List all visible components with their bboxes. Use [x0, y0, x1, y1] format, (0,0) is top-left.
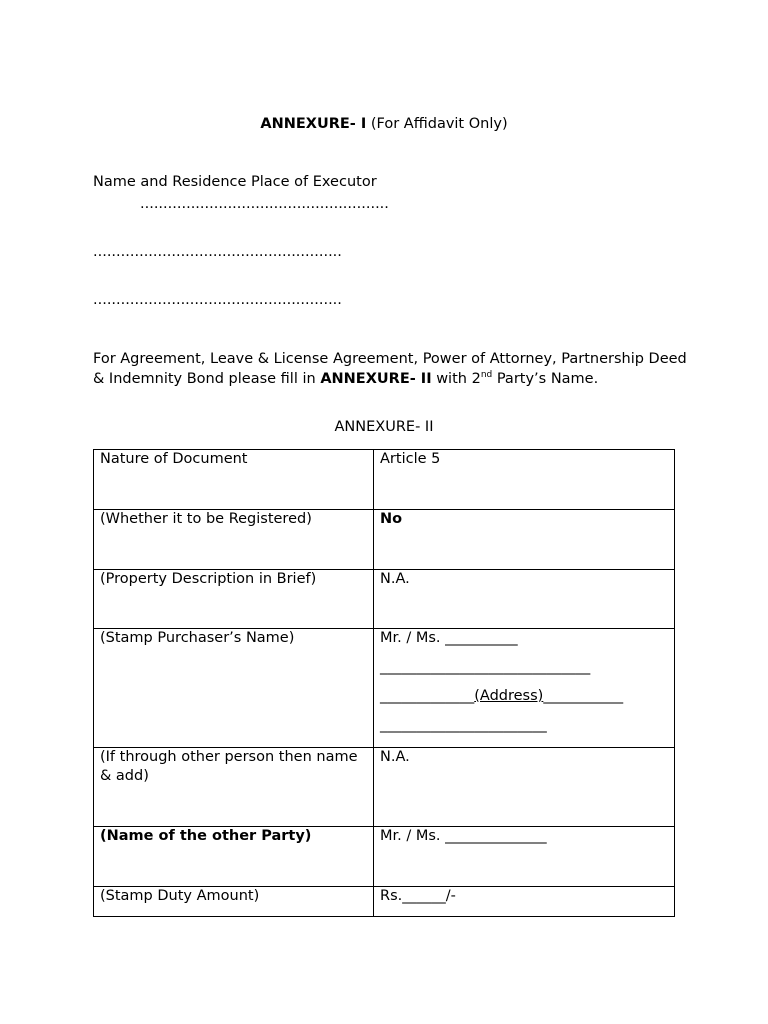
row-label: Nature of Document	[94, 450, 374, 510]
registered-value: No	[380, 511, 403, 527]
table-row	[94, 827, 675, 887]
table-row	[94, 450, 675, 510]
table-row	[94, 748, 675, 827]
instruction-bold: ANNEXURE- II	[320, 371, 432, 387]
table-row	[94, 510, 675, 570]
annexure-1-heading	[0, 116, 768, 132]
row-value: Rs.______/-	[374, 887, 675, 917]
address-label: (Address)	[474, 688, 544, 704]
row-value: Article 5	[374, 450, 675, 510]
executor-dots-line-2: ......................................................	[93, 244, 342, 260]
table-row	[94, 570, 675, 629]
row-value	[374, 629, 675, 748]
annexure-2-table	[93, 449, 675, 917]
row-label: (If through other person then name & add)	[94, 748, 374, 827]
instruction-text-start: For Agreement, Leave & License Agreement, Power of Attorney, Partnership Deed & Indemnity Bond please fill in	[93, 351, 687, 387]
purchaser-name-line: Mr. / Ms. __________	[380, 630, 518, 646]
purchaser-blank-line: _____________________________	[380, 659, 591, 675]
row-label: (Property Description in Brief)	[94, 570, 374, 629]
row-label: (Stamp Duty Amount)	[94, 887, 374, 917]
instruction-text-end: Party’s Name.	[492, 371, 599, 387]
executor-dots-line-3: ......................................................	[93, 292, 342, 308]
annexure-2-heading: ANNEXURE- II	[334, 419, 434, 435]
executor-dots-line-1: ......................................................	[140, 196, 389, 212]
row-value	[374, 510, 675, 570]
address-post: ___________	[543, 688, 624, 704]
table-row	[94, 629, 675, 748]
purchaser-address-line	[380, 687, 668, 706]
other-party-label: (Name of the other Party)	[100, 828, 312, 844]
row-value: N.A.	[374, 570, 675, 629]
row-label: (Whether it to be Registered)	[94, 510, 374, 570]
executor-label: Name and Residence Place of Executor	[93, 174, 377, 190]
address-pre: _____________	[380, 688, 475, 704]
row-label	[94, 827, 374, 887]
table-row	[94, 887, 675, 917]
purchaser-address-blank-line: _______________________	[380, 717, 547, 733]
instruction-text-mid: with 2	[431, 371, 481, 387]
row-value: Mr. / Ms. ______________	[374, 827, 675, 887]
instruction-superscript: nd	[480, 370, 493, 380]
row-value: N.A.	[374, 748, 675, 827]
instruction-paragraph	[93, 349, 693, 389]
row-label: (Stamp Purchaser’s Name)	[94, 629, 374, 748]
annexure-1-heading-rest: (For Affidavit Only)	[366, 116, 508, 132]
annexure-1-heading-bold: ANNEXURE- I	[260, 116, 367, 132]
